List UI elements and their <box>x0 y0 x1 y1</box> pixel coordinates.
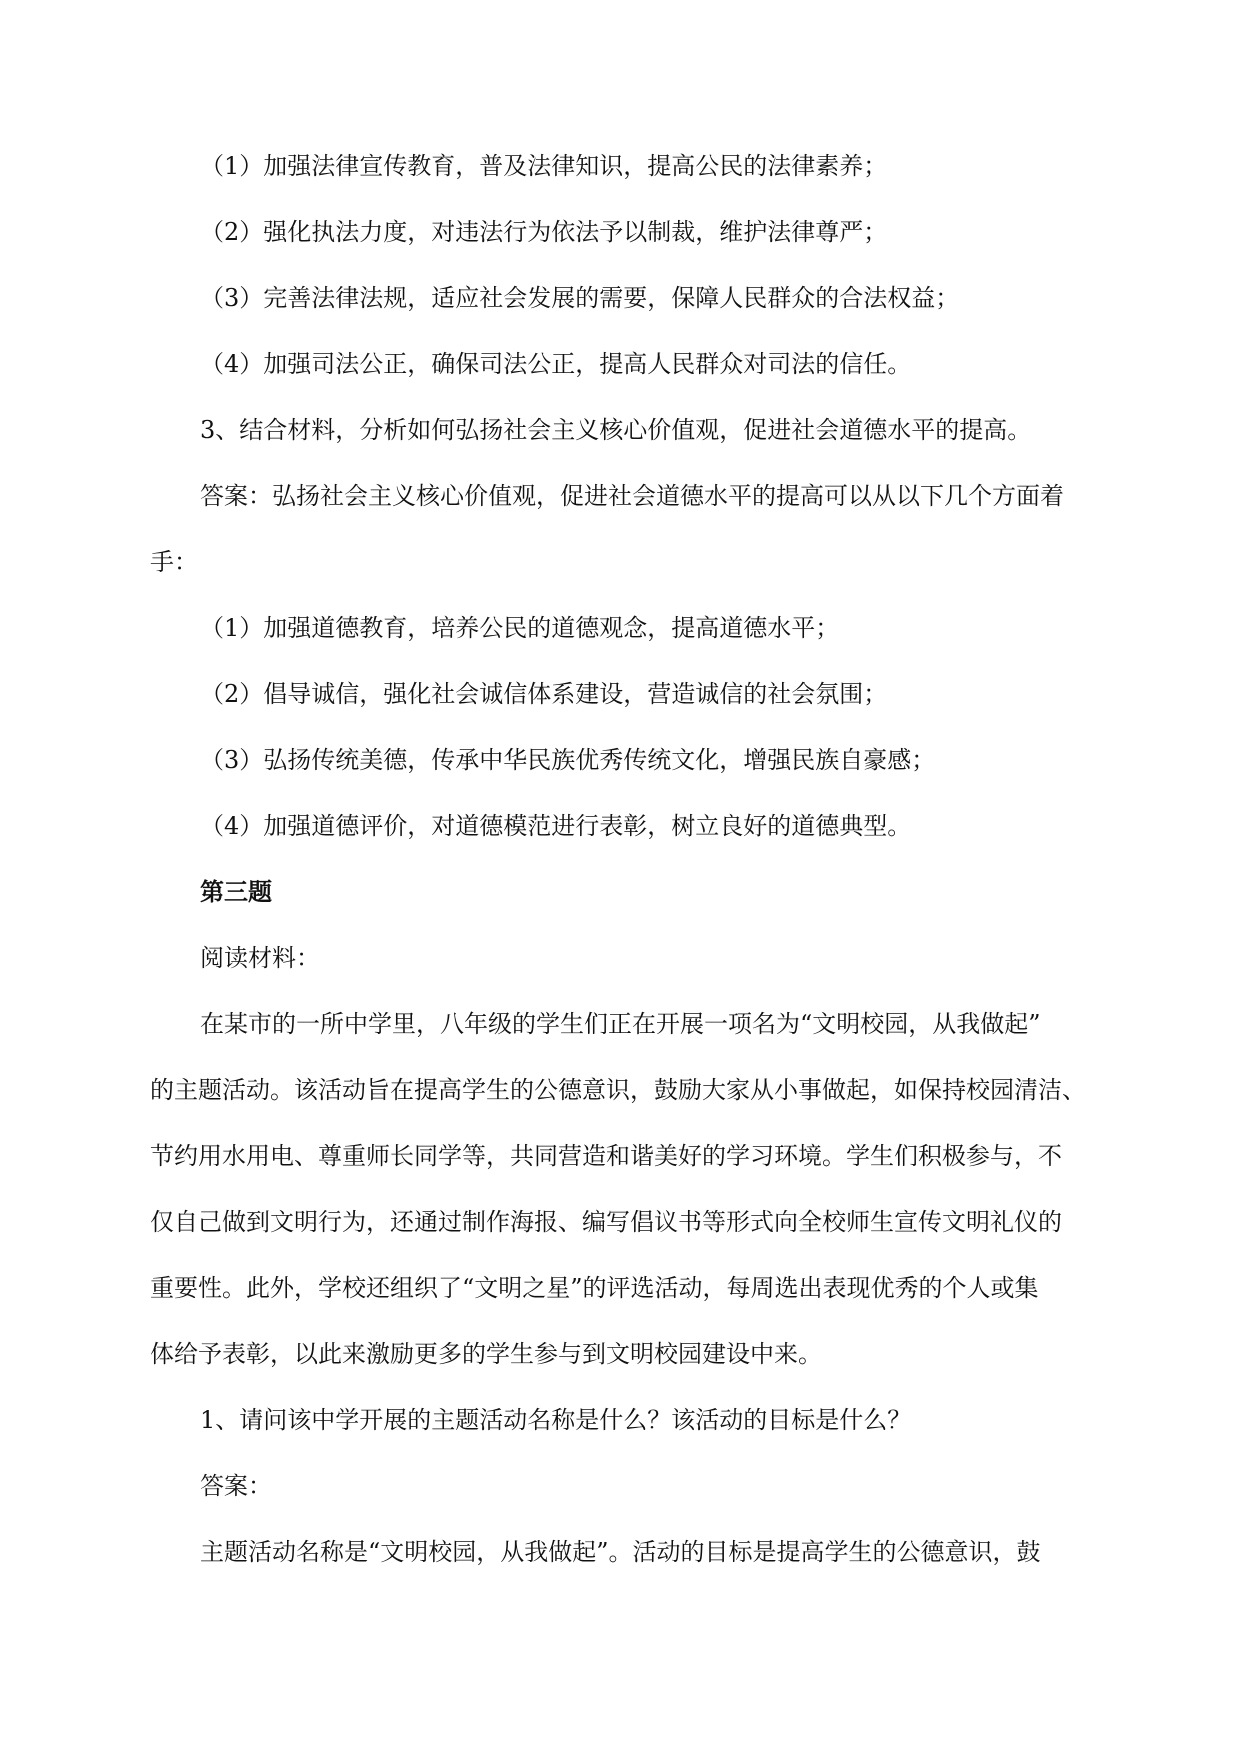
paragraph-line: 重要性。此外，学校还组织了“文明之星”的评选活动，每周选出表现优秀的个人或集 <box>150 1274 1039 1302</box>
paragraph-line: 的主题活动。该活动旨在提高学生的公德意识，鼓励大家从小事做起，如保持校园清洁、 <box>150 1076 1086 1104</box>
paragraph-line: 答案：弘扬社会主义核心价值观，促进社会道德水平的提高可以从以下几个方面着 <box>200 482 1064 510</box>
paragraph-line: 阅读材料： <box>200 944 320 972</box>
paragraph-line: 1、请问该中学开展的主题活动名称是什么？该活动的目标是什么？ <box>200 1406 912 1434</box>
paragraph-line: 3、结合材料，分析如何弘扬社会主义核心价值观，促进社会道德水平的提高。 <box>200 416 1032 444</box>
paragraph-line: （4）加强道德评价，对道德模范进行表彰，树立良好的道德典型。 <box>200 812 912 840</box>
paragraph-line: 仅自己做到文明行为，还通过制作海报、编写倡议书等形式向全校师生宣传文明礼仪的 <box>150 1208 1062 1236</box>
paragraph-line: （2）强化执法力度，对违法行为依法予以制裁，维护法律尊严； <box>200 218 888 246</box>
document-body <box>150 140 1090 1592</box>
paragraph-line: （1）加强法律宣传教育，普及法律知识，提高公民的法律素养； <box>200 152 888 180</box>
paragraph-line: 节约用水用电、尊重师长同学等，共同营造和谐美好的学习环境。学生们积极参与，不 <box>150 1142 1062 1170</box>
section-heading: 第三题 <box>200 878 272 906</box>
paragraph-line: 在某市的一所中学里，八年级的学生们正在开展一项名为“文明校园，从我做起” <box>200 1010 1041 1038</box>
paragraph-line: 体给予表彰，以此来激励更多的学生参与到文明校园建设中来。 <box>150 1340 822 1368</box>
paragraph-line: 手： <box>150 548 198 576</box>
paragraph-line: 主题活动名称是“文明校园，从我做起”。活动的目标是提高学生的公德意识，鼓 <box>200 1538 1041 1566</box>
paragraph-line: （3）弘扬传统美德，传承中华民族优秀传统文化，增强民族自豪感； <box>200 746 936 774</box>
paragraph-line: （4）加强司法公正，确保司法公正，提高人民群众对司法的信任。 <box>200 350 912 378</box>
paragraph-line: （3）完善法律法规，适应社会发展的需要，保障人民群众的合法权益； <box>200 284 960 312</box>
paragraph-line: （2）倡导诚信，强化社会诚信体系建设，营造诚信的社会氛围； <box>200 680 888 708</box>
paragraph-line: 答案： <box>200 1472 272 1500</box>
paragraph-line: （1）加强道德教育，培养公民的道德观念，提高道德水平； <box>200 614 840 642</box>
